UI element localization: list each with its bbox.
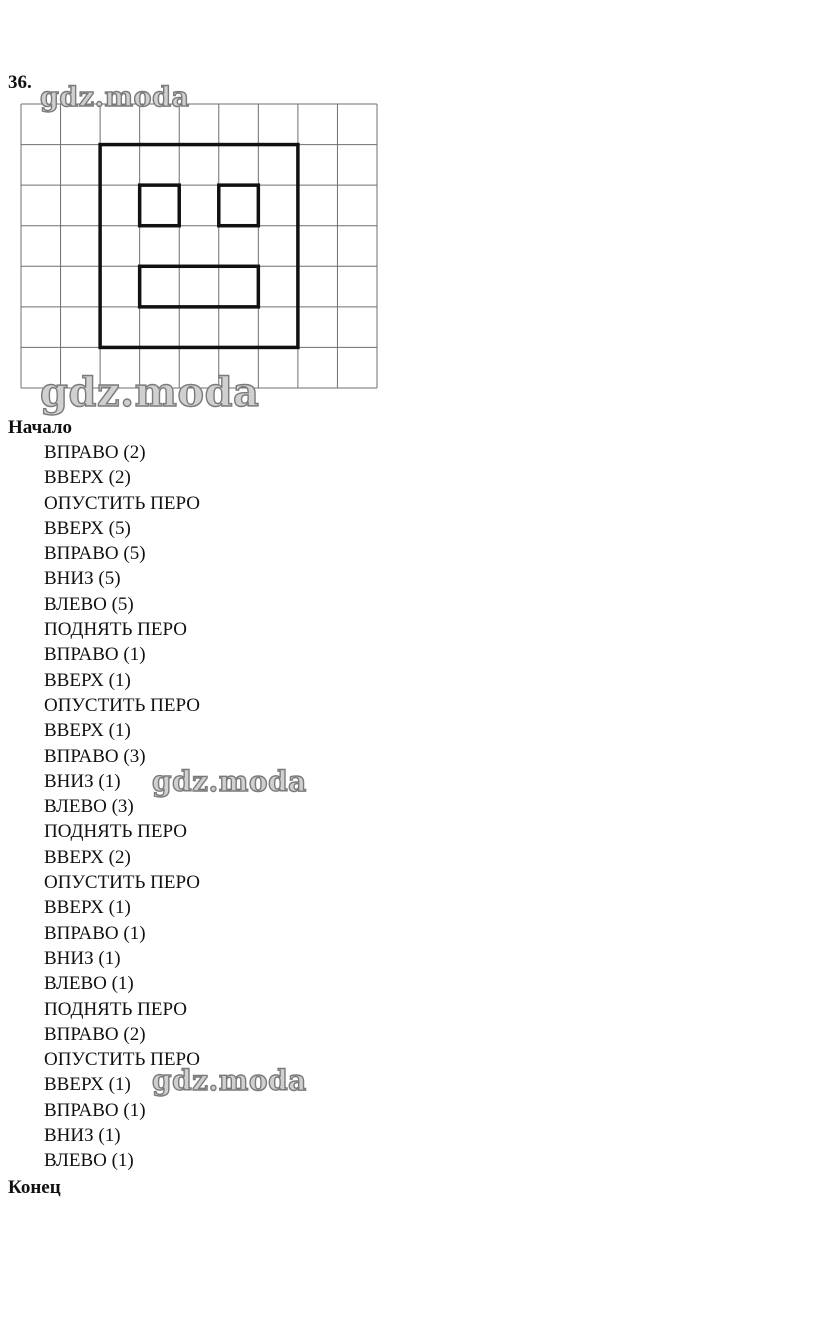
right-eye bbox=[219, 185, 259, 226]
command-item: ВЛЕВО (3) bbox=[44, 796, 134, 818]
watermark: gdz.moda bbox=[40, 369, 260, 416]
left-eye bbox=[140, 185, 180, 226]
command-item: ВЛЕВО (1) bbox=[44, 1150, 134, 1172]
grid-drawing bbox=[20, 103, 378, 389]
command-item: ВВЕРХ (2) bbox=[44, 846, 131, 868]
command-item: ОПУСТИТЬ ПЕРО bbox=[44, 694, 201, 716]
mouth bbox=[140, 266, 259, 307]
command-item: ПОДНЯТЬ ПЕРО bbox=[44, 998, 187, 1020]
command-item: ВВЕРХ (1) bbox=[44, 669, 131, 691]
command-item: ВЛЕВО (1) bbox=[44, 973, 134, 995]
command-item: ВЛЕВО (5) bbox=[44, 593, 134, 615]
command-item: ВПРАВО (1) bbox=[44, 922, 146, 944]
watermark: gdz.moda bbox=[152, 1064, 307, 1097]
command-item: ВПРАВО (1) bbox=[44, 1099, 146, 1121]
program-end-label: Конец bbox=[8, 1177, 61, 1198]
command-item: ПОДНЯТЬ ПЕРО bbox=[44, 821, 187, 843]
command-item: ОПУСТИТЬ ПЕРО bbox=[44, 1049, 201, 1071]
command-item: ВПРАВО (1) bbox=[44, 644, 146, 666]
command-item: ВВЕРХ (2) bbox=[44, 467, 131, 489]
face-outline bbox=[100, 145, 298, 348]
command-item: ВВЕРХ (1) bbox=[44, 897, 131, 919]
watermark: gdz.moda bbox=[40, 82, 190, 113]
command-item: ВВЕРХ (1) bbox=[44, 1074, 131, 1096]
command-item: ВПРАВО (2) bbox=[44, 442, 146, 463]
command-item: ВНИЗ (1) bbox=[44, 770, 121, 792]
command-item: ОПУСТИТЬ ПЕРО bbox=[44, 872, 201, 894]
grid-figure bbox=[20, 103, 378, 389]
command-item: ВПРАВО (5) bbox=[44, 543, 146, 565]
command-item: ВНИЗ (1) bbox=[44, 947, 121, 969]
program-start-label: Начало bbox=[8, 417, 73, 438]
command-item: ВНИЗ (5) bbox=[44, 568, 121, 590]
task-number: 36. bbox=[8, 72, 32, 93]
command-item: ВПРАВО (2) bbox=[44, 1023, 146, 1045]
command-item: ВПРАВО (3) bbox=[44, 745, 146, 767]
command-item: ВВЕРХ (1) bbox=[44, 720, 131, 742]
command-item: ВВЕРХ (5) bbox=[44, 517, 131, 539]
command-item: ПОДНЯТЬ ПЕРО bbox=[44, 619, 187, 641]
command-item: ВНИЗ (1) bbox=[44, 1125, 121, 1147]
command-item: ОПУСТИТЬ ПЕРО bbox=[44, 492, 201, 514]
watermark: gdz.moda bbox=[152, 765, 307, 798]
